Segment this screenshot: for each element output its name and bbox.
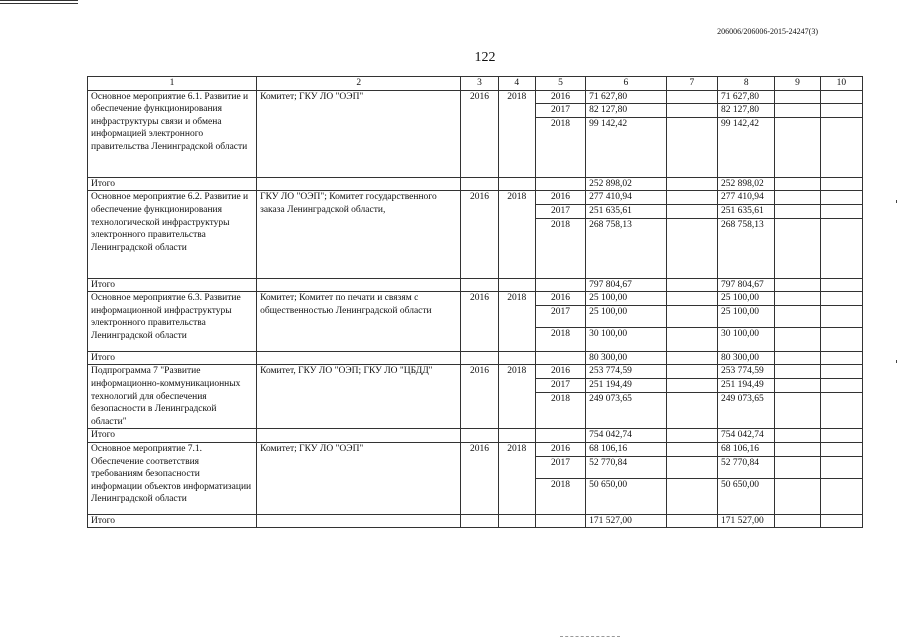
empty-cell [775,392,820,428]
total-cell: 249 073,65 [586,392,667,428]
itogo-row [88,177,863,191]
year-cell: 2016 [535,191,585,205]
margin-mark [896,360,897,363]
empty-cell [535,177,585,191]
regional-cell: 52 770,84 [718,456,775,478]
itogo-label: Итого [88,351,257,365]
empty-cell [775,191,820,205]
empty-cell [775,514,820,528]
empty-cell [666,429,717,443]
total-cell: 99 142,42 [586,117,667,177]
empty-cell [820,117,862,177]
regional-cell: 30 100,00 [718,327,775,351]
itogo-regional-cell: 754 042,74 [718,429,775,443]
year-cell: 2017 [535,104,585,118]
empty-cell [820,478,862,514]
itogo-row [88,278,863,292]
empty-cell [666,456,717,478]
empty-cell [666,90,717,104]
empty-cell [775,90,820,104]
column-header: 3 [461,77,498,91]
regional-cell: 251 194,49 [718,379,775,393]
total-cell: 71 627,80 [586,90,667,104]
itogo-label: Итого [88,429,257,443]
program-table [87,76,863,528]
column-header: 8 [718,77,775,91]
year-cell: 2016 [535,292,585,306]
total-cell: 251 194,49 [586,379,667,393]
empty-cell [535,278,585,292]
empty-cell [820,278,862,292]
empty-cell [775,365,820,379]
activity-cell: Основное мероприятие 6.3. Развитие информационной инфраструктуры электронного правительства Ленинградской области [88,292,257,352]
year-cell: 2018 [535,392,585,428]
itogo-regional-cell: 80 300,00 [718,351,775,365]
activity-cell: Основное мероприятие 6.2. Развитие и обеспечение функционирования технологической инфраструктуры электронного правительства Ленинградской области [88,191,257,278]
total-cell: 50 650,00 [586,478,667,514]
total-cell: 82 127,80 [586,104,667,118]
empty-cell [666,305,717,327]
empty-cell [535,514,585,528]
year-cell: 2016 [535,442,585,456]
empty-cell [666,117,717,177]
year-cell: 2018 [535,327,585,351]
executor-cell: Комитет; Комитет по печати и связям с общественностью Ленинградской области [257,292,461,352]
empty-cell [775,351,820,365]
total-cell: 277 410,94 [586,191,667,205]
column-header: 9 [775,77,820,91]
year-cell: 2017 [535,204,585,218]
empty-cell [820,218,862,278]
regional-cell: 251 635,61 [718,204,775,218]
empty-cell [820,305,862,327]
total-cell: 251 635,61 [586,204,667,218]
itogo-label: Итого [88,177,257,191]
total-cell: 68 106,16 [586,442,667,456]
empty-cell [775,204,820,218]
empty-cell [820,442,862,456]
empty-cell [820,204,862,218]
empty-cell [775,327,820,351]
executor-cell: Комитет; ГКУ ЛО "ОЭП" [257,442,461,514]
regional-cell: 68 106,16 [718,442,775,456]
top-rule-2 [0,3,78,4]
table-row [88,365,863,379]
year-cell: 2016 [535,365,585,379]
empty-cell [461,177,498,191]
empty-cell [498,278,535,292]
empty-cell [498,514,535,528]
scan-artifact [560,636,620,637]
itogo-label: Итого [88,514,257,528]
empty-cell [820,177,862,191]
column-header: 6 [586,77,667,91]
regional-cell: 71 627,80 [718,90,775,104]
document-id: 206006/206006-2015-24247(3) [717,27,818,36]
empty-cell [461,514,498,528]
table-row [88,191,863,205]
empty-cell [820,104,862,118]
empty-cell [775,117,820,177]
itogo-total-cell: 797 804,67 [586,278,667,292]
itogo-row [88,429,863,443]
activity-cell: Подпрограмма 7 "Развитие информационно-коммуникационных технологий для обеспечения безопасности в Ленинградской области" [88,365,257,429]
year-cell: 2018 [535,478,585,514]
empty-cell [666,379,717,393]
empty-cell [820,292,862,306]
column-header: 1 [88,77,257,91]
end-year-cell: 2018 [498,292,535,352]
empty-cell [535,351,585,365]
empty-cell [775,478,820,514]
regional-cell: 82 127,80 [718,104,775,118]
column-header: 5 [535,77,585,91]
start-year-cell: 2016 [461,365,498,429]
total-cell: 268 758,13 [586,218,667,278]
regional-cell: 249 073,65 [718,392,775,428]
empty-cell [820,514,862,528]
empty-cell [257,514,461,528]
empty-cell [820,90,862,104]
empty-cell [775,278,820,292]
start-year-cell: 2016 [461,442,498,514]
empty-cell [257,177,461,191]
end-year-cell: 2018 [498,365,535,429]
start-year-cell: 2016 [461,292,498,352]
empty-cell [666,442,717,456]
column-header: 7 [666,77,717,91]
empty-cell [498,429,535,443]
empty-cell [775,305,820,327]
empty-cell [820,429,862,443]
itogo-total-cell: 80 300,00 [586,351,667,365]
itogo-regional-cell: 797 804,67 [718,278,775,292]
empty-cell [775,429,820,443]
regional-cell: 99 142,42 [718,117,775,177]
table-row [88,90,863,104]
page-number: 122 [474,50,496,65]
empty-cell [257,351,461,365]
regional-cell: 277 410,94 [718,191,775,205]
activity-cell: Основное мероприятие 7.1. Обеспечение соответствия требованиям безопасности информации объектов информатизации Ленинградской области [88,442,257,514]
empty-cell [820,191,862,205]
empty-cell [666,292,717,306]
column-header: 10 [820,77,862,91]
empty-cell [820,392,862,428]
itogo-row [88,351,863,365]
year-cell: 2017 [535,379,585,393]
empty-cell [666,204,717,218]
executor-cell: ГКУ ЛО "ОЭП"; Комитет государственного заказа Ленинградской области, [257,191,461,278]
year-cell: 2017 [535,456,585,478]
itogo-total-cell: 171 527,00 [586,514,667,528]
start-year-cell: 2016 [461,90,498,177]
empty-cell [820,365,862,379]
empty-cell [666,327,717,351]
regional-cell: 25 100,00 [718,305,775,327]
empty-cell [775,104,820,118]
end-year-cell: 2018 [498,442,535,514]
itogo-total-cell: 252 898,02 [586,177,667,191]
regional-cell: 25 100,00 [718,292,775,306]
end-year-cell: 2018 [498,90,535,177]
empty-cell [820,379,862,393]
start-year-cell: 2016 [461,191,498,278]
empty-cell [666,514,717,528]
itogo-row [88,514,863,528]
empty-cell [775,379,820,393]
empty-cell [775,442,820,456]
column-header: 4 [498,77,535,91]
table-row [88,292,863,306]
regional-cell: 50 650,00 [718,478,775,514]
empty-cell [820,327,862,351]
empty-cell [666,104,717,118]
empty-cell [666,365,717,379]
year-cell: 2017 [535,305,585,327]
empty-cell [775,177,820,191]
empty-cell [775,218,820,278]
empty-cell [461,351,498,365]
empty-cell [535,429,585,443]
itogo-regional-cell: 171 527,00 [718,514,775,528]
itogo-label: Итого [88,278,257,292]
header-row [88,77,863,91]
top-rule [0,0,78,1]
empty-cell [666,392,717,428]
activity-cell: Основное мероприятие 6.1. Развитие и обеспечение функционирования инфраструктуры связи и обмена информацией электронного правительства Ленинградской области [88,90,257,177]
empty-cell [666,177,717,191]
itogo-regional-cell: 252 898,02 [718,177,775,191]
total-cell: 30 100,00 [586,327,667,351]
empty-cell [775,292,820,306]
empty-cell [257,278,461,292]
total-cell: 25 100,00 [586,292,667,306]
empty-cell [666,191,717,205]
regional-cell: 268 758,13 [718,218,775,278]
empty-cell [666,351,717,365]
empty-cell [498,177,535,191]
year-cell: 2018 [535,218,585,278]
empty-cell [666,478,717,514]
table-row [88,442,863,456]
year-cell: 2018 [535,117,585,177]
regional-cell: 253 774,59 [718,365,775,379]
empty-cell [498,351,535,365]
column-header: 2 [257,77,461,91]
empty-cell [461,429,498,443]
empty-cell [775,456,820,478]
executor-cell: Комитет, ГКУ ЛО "ОЭП; ГКУ ЛО "ЦБДД" [257,365,461,429]
itogo-total-cell: 754 042,74 [586,429,667,443]
empty-cell [461,278,498,292]
executor-cell: Комитет; ГКУ ЛО "ОЭП" [257,90,461,177]
total-cell: 253 774,59 [586,365,667,379]
margin-mark [896,200,897,203]
total-cell: 25 100,00 [586,305,667,327]
empty-cell [666,218,717,278]
empty-cell [820,456,862,478]
year-cell: 2016 [535,90,585,104]
end-year-cell: 2018 [498,191,535,278]
empty-cell [820,351,862,365]
total-cell: 52 770,84 [586,456,667,478]
empty-cell [666,278,717,292]
empty-cell [257,429,461,443]
